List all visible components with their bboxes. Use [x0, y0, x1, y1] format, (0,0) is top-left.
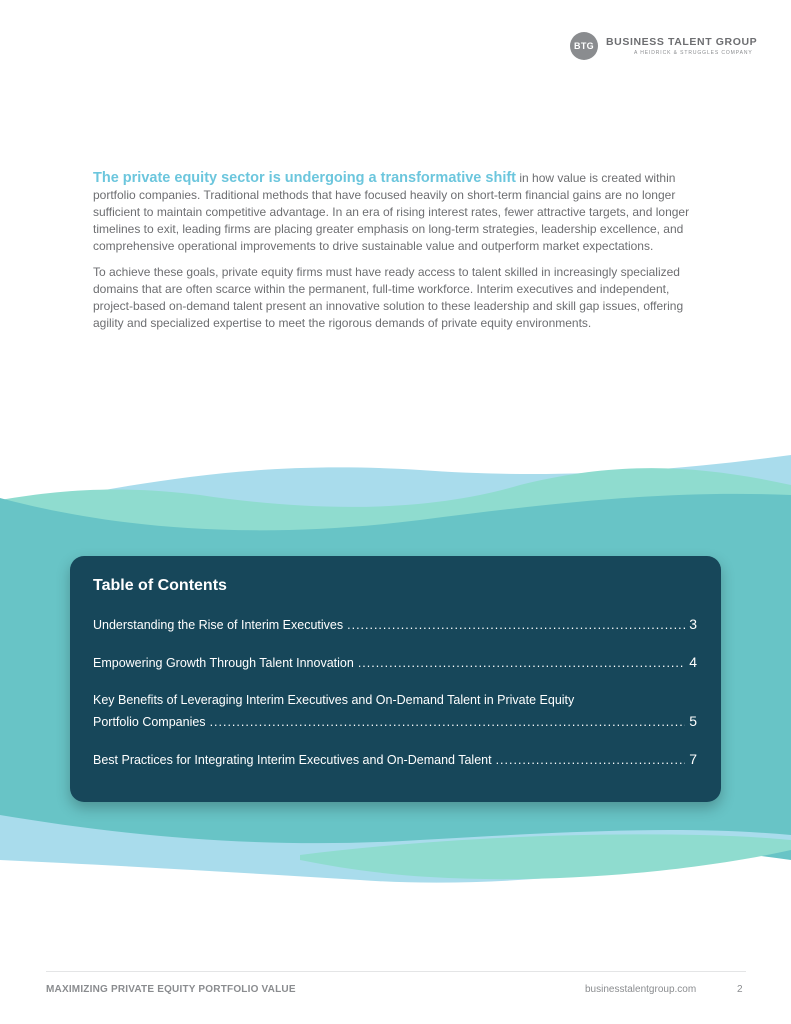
- toc-item[interactable]: [93, 652, 697, 674]
- toc-item-label: Empowering Growth Through Talent Innovation: [93, 656, 354, 670]
- toc-title: Table of Contents: [93, 577, 227, 594]
- footer-page-number: 2: [737, 984, 743, 995]
- toc-item-page: 5: [689, 713, 697, 729]
- toc-item-label: Best Practices for Integrating Interim Executives and On-Demand Talent: [93, 753, 492, 767]
- intro-paragraph-1-text: in how value is created within portfolio companies. Traditional methods that have focused heavily on short-term financial gains are no longer sufficient to maintain competitive advantage. In an era of rising interest rates, fewer attractive targets, and longer timelines to exit, leading firms are placing greater emphasis on long-term strategies, leadership excellence, and comprehensive operational improvements to drive sustainable value and outperform market expectations.: [93, 171, 690, 253]
- toc-item-label-line1: Key Benefits of Leveraging Interim Executives and On-Demand Talent in Private Equity: [93, 693, 575, 707]
- toc-item[interactable]: [93, 690, 697, 733]
- footer-document-title: MAXIMIZING PRIVATE EQUITY PORTFOLIO VALUE: [46, 984, 296, 995]
- company-logo: [570, 32, 760, 62]
- table-of-contents: [70, 556, 721, 802]
- toc-item-page: 4: [689, 654, 697, 670]
- toc-leader-dots: [496, 750, 686, 771]
- toc-item-page: 7: [689, 751, 697, 767]
- toc-item-label: Portfolio Companies: [93, 715, 206, 729]
- logo-tagline: A HEIDRICK & STRUGGLES COMPANY: [634, 50, 753, 56]
- toc-leader-dots: [358, 653, 685, 674]
- intro-section: [93, 170, 693, 341]
- footer-divider: [46, 971, 746, 972]
- intro-lead-emphasis: The private equity sector is undergoing a transformative shift: [93, 170, 517, 186]
- intro-paragraph-1: [93, 170, 693, 255]
- toc-item[interactable]: [93, 614, 697, 636]
- toc-item-page: 3: [689, 616, 697, 632]
- toc-leader-dots: [347, 615, 685, 636]
- logo-name: BUSINESS TALENT GROUP: [606, 36, 758, 48]
- toc-item-label: Understanding the Rise of Interim Executives: [93, 618, 344, 632]
- intro-paragraph-2: To achieve these goals, private equity firms must have ready access to talent skilled in increasingly specialized domains that are often scarce within the permanent, full-time workforce. Interim executives and independent, project-based on-demand talent present an innovative solution to these leadership and skill gap issues, offering agility and specialized expertise to meet the rigorous demands of private equity environments.: [93, 265, 684, 330]
- toc-item[interactable]: [93, 749, 697, 771]
- footer-website-link[interactable]: businesstalentgroup.com: [585, 984, 697, 995]
- toc-list: [93, 614, 697, 771]
- logo-badge: BTG: [570, 32, 598, 60]
- toc-leader-dots: [210, 712, 686, 733]
